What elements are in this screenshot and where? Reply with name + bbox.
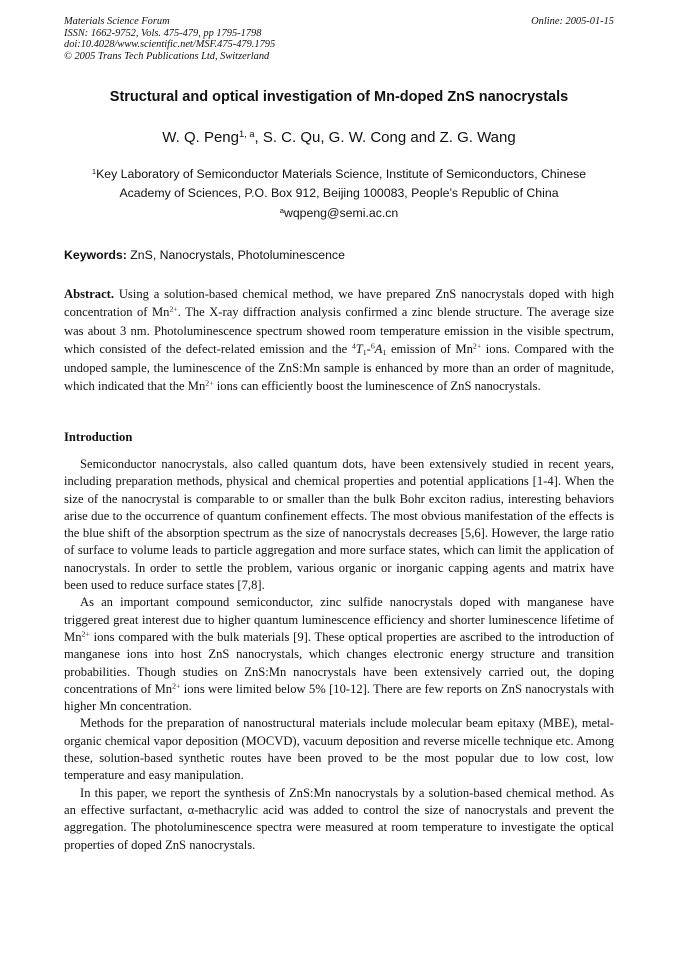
term-sup-4: 4 [351, 341, 356, 351]
ion-charge: 2+ [172, 681, 181, 691]
affil-line-2: Academy of Sciences, P.O. Box 912, Beijing 100083, People’s Republic of China [119, 186, 559, 200]
intro-paragraph-3: Methods for the preparation of nanostructural materials include molecular beam epitaxy (MBE), metal-organic chemical vapor deposition (MOCVD), vacuum deposition and reverse micelle technique etc. Among these, solution-based synthetic routes have been proved to be the most popular due to low cost, low temperature and easy manipulation. [64, 716, 614, 783]
first-author-affil-marker: 1, a [238, 128, 255, 139]
abstract-text-2: . The X-ray diffraction analysis confirmed a zinc blende structure. The average size was about 3 nm. Photoluminescence spectrum showed room temperature emission in the visible spectrum, which consisted of the defect-related emission and the [64, 305, 614, 357]
term-T: T [355, 342, 363, 357]
issn-line: ISSN: 1662-9752, Vols. 475-479, pp 1795-1798 [64, 27, 262, 39]
affil-marker: 1 [91, 166, 97, 176]
ion-charge: 2+ [472, 341, 482, 351]
term-sub-1: 1 [362, 348, 367, 358]
first-author: W. Q. Peng [162, 129, 239, 146]
term-dash: - [366, 342, 371, 357]
abstract-label: Abstract. [64, 287, 115, 301]
abstract-text-4: ions. Compared with the undoped sample, the luminescence of the ZnS:Mn sample is enhanced by more than an order of magnitude, which indicated that the Mn [64, 342, 614, 394]
intro-p2-text-c: ions were limited below 5% [10-12]. There are few reports on ZnS nanocrystals with higher Mn concentration. [64, 681, 614, 714]
intro-paragraph-1: Semiconductor nanocrystals, also called quantum dots, have been extensively studied in recent years, including preparation methods, physical and chemical properties and potential applications [1-4]. When the size of the nanocrystal is comparable to or smaller than the bulk Bohr exciton radius, interesting behaviors arise due to the occurrence of quantum confinement effects. The most obvious manifestation of the effects is the blue shift of the absorption spectrum as the size of nanocrystals decreases [5,6]. However, the large ratio of surface to volume leads to particle aggregation and more surface states, which can limit the application of nanocrystals. In order to settle the problem, various organic or inorganic capping agents and matrix have been used to reduce surface states [7,8]. [64, 457, 614, 593]
intro-paragraph-4: In this paper, we report the synthesis of ZnS:Mn nanocrystals by a solution-based chemical method. As an effective surfactant, α-methacrylic acid was added to control the size of nanocrystals and prevent the aggregation. The photoluminescence spectra were measured at room temperature to investigate the optical properties of doped ZnS nanocrystals. [64, 785, 614, 852]
term-sub-1b: 1 [382, 348, 387, 358]
intro-p2-text-a: As an important compound semiconductor, zinc sulfide nanocrystals doped with manganese have triggered great interest due to higher quantum luminescence efficiency and shorter luminescence lifetime of Mn [64, 595, 614, 644]
intro-paragraph-2 [64, 594, 614, 715]
introduction-body [64, 456, 614, 854]
ion-charge: 2+ [205, 378, 214, 388]
ion-charge: 2+ [169, 305, 178, 315]
journal-name: Materials Science Forum [64, 16, 170, 27]
doi-line: doi:10.4028/www.scientific.net/MSF.475-479.1795 [64, 39, 276, 51]
author-email [64, 206, 614, 220]
keywords-label: Keywords: [64, 248, 127, 262]
keywords [64, 248, 614, 262]
ion-charge: 2+ [81, 629, 90, 639]
email-address: wqpeng@semi.ac.cn [283, 206, 399, 220]
online-date: Online: 2005-01-15 [531, 16, 614, 27]
copyright-line: © 2005 Trans Tech Publications Ltd, Switzerland [64, 50, 270, 62]
paper-title: Structural and optical investigation of Mn-doped ZnS nanocrystals [109, 89, 569, 105]
author-list [64, 129, 614, 146]
abstract-text-3: emission of Mn [386, 342, 473, 357]
introduction-heading: Introduction [64, 430, 133, 444]
abstract-text-1: Using a solution-based chemical method, we have prepared ZnS nanocrystals doped with high concentration of Mn [64, 287, 614, 320]
affil-line-1: Key Laboratory of Semiconductor Materials Science, Institute of Semiconductors, Chinese [96, 167, 587, 181]
affiliation [64, 165, 614, 203]
term-A: A [374, 342, 383, 357]
journal-header [64, 16, 614, 62]
keywords-text: ZnS, Nanocrystals, Photoluminescence [126, 248, 345, 262]
email-marker: a [279, 205, 284, 215]
abstract-text-5: ions can efficiently boost the luminescence of ZnS nanocrystals. [213, 379, 541, 394]
term-sup-6: 6 [370, 341, 375, 351]
abstract [64, 285, 614, 395]
other-authors: , S. C. Qu, G. W. Cong and Z. G. Wang [254, 129, 516, 146]
intro-p2-text-b: ions compared with the bulk materials [9]. These optical properties are ascribed to the introduction of manganese ions into host ZnS nanocrystals, which changes electronic energy structure and transition probabilities. Though studies on ZnS:Mn nanocrystals have been extensively carried out, the doping concentrations of Mn [64, 629, 614, 696]
